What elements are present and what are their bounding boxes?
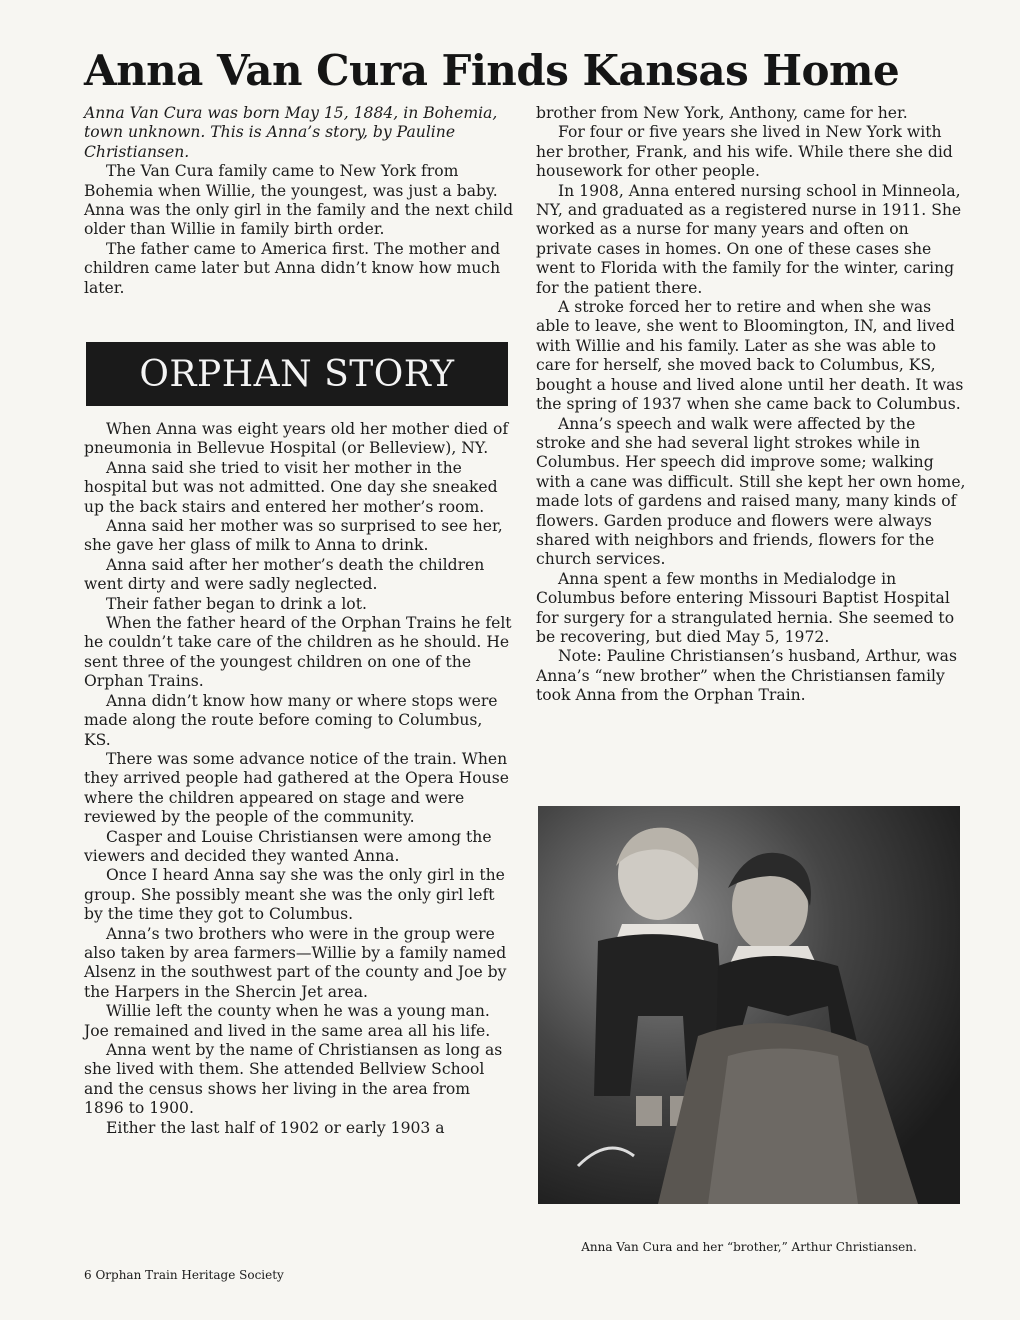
body-paragraph: Willie left the county when he was a young man. Joe remained and lived in the same area all his life. [84,1002,491,1040]
right-column [536,104,966,706]
portrait-photo [538,806,960,1204]
body-paragraph: Anna’s two brothers who were in the group were also taken by area farmers—Willie by a family named Alsenz in the southwest part of the county and Joe by the Harpers in the Shercin Jet area. [84,924,507,1001]
continued-paragraph: brother from New York, Anthony, came for her. [536,104,908,122]
body-paragraph: Casper and Louise Christiansen were among the viewers and decided they wanted Anna. [84,827,492,865]
body-paragraph: There was some advance notice of the train. When they arrived people had gathered at the Opera House where the children appeared on stage and were reviewed by the people of the community. [84,749,509,827]
body-paragraph: Anna didn’t know how many or where stops were made along the route before coming to Columbus, KS. [84,691,498,749]
body-paragraph: Anna said she tried to visit her mother in the hospital but was not admitted. One day she sneaked up the back stairs and entered her mother’s room. [84,458,498,516]
body-paragraph: Anna’s speech and walk were affected by the stroke and she had several light strokes while in Columbus. Her speech did improve some; walking with a cane was difficult. Still she kept her own home, made lots of gardens and raised many, many kinds of flowers. Garden produce and flowers were always shared with neighbors and friends, flowers for the church services. [536,414,966,569]
page-footer: 6 Orphan Train Heritage Society [84,1268,284,1282]
photo-caption: Anna Van Cura and her “brother,” Arthur Christiansen. [581,1240,917,1254]
body-paragraph: Anna said her mother was so surprised to see her, she gave her glass of milk to Anna to drink. [84,517,503,555]
body-paragraph: Anna spent a few months in Medialodge in Columbus before entering Missouri Baptist Hospital for surgery for a strangulated hernia. She seemed to be recovering, but died May 5, 1972. [536,569,955,646]
intro-paragraph: The Van Cura family came to New York from Bohemia when Willie, the youngest, was just a baby. Anna was the only girl in the family and the next child older than Willie in family birth order. [84,162,514,239]
body-paragraph: When Anna was eight years old her mother died of pneumonia in Bellevue Hospital (or Belleview), NY. [84,420,509,458]
body-paragraph: For four or five years she lived in New York with her brother, Frank, and his wife. While there she did housework for other people. [536,123,953,181]
body-paragraph: Anna went by the name of Christiansen as long as she lived with them. She attended Bellview School and the census shows her living in the area from 1896 to 1900. [84,1041,503,1118]
body-paragraph: When the father heard of the Orphan Trains he felt he couldn’t take care of the children as he should. He sent three of the youngest children on one of the Orphan Trains. [84,614,512,691]
body-paragraph: Once I heard Anna say she was the only girl in the group. She possibly meant she was the only girl left by the time they got to Columbus. [84,866,505,924]
body-paragraph: A stroke forced her to retire and when she was able to leave, she went to Bloomington, IN, and lived with Willie and his family. Later as she was able to care for herself, she moved back to Columbus, KS, bought a house and lived alone until her death. It was the spring of 1937 when she came back to Columbus. [536,298,964,414]
intro-column [84,104,514,298]
body-paragraph: In 1908, Anna entered nursing school in Minneola, NY, and graduated as a registered nurse in 1911. She worked as a nurse for many years and often on private cases in homes. On one of these cases she went to Florida with the family for the winter, caring for the patient there. [536,181,962,297]
article-title: Anna Van Cura Finds Kansas Home [84,46,900,95]
portrait-illustration [538,806,960,1204]
intro-paragraph: The father came to America first. The mother and children came later but Anna didn’t know how much later. [84,239,501,297]
body-paragraph: Either the last half of 1902 or early 1903 a [106,1118,445,1137]
body-paragraph: Note: Pauline Christiansen’s husband, Arthur, was Anna’s “new brother” when the Christiansen family took Anna from the Orphan Train. [536,647,957,705]
body-paragraph: Their father began to drink a lot. [106,594,367,613]
section-banner: ORPHAN STORY [86,342,508,406]
body-paragraph: Anna said after her mother’s death the children went dirty and were sadly neglected. [84,555,485,594]
intro-lead: Anna Van Cura was born May 15, 1884, in Bohemia, town unknown. This is Anna’s story, by Pauline Christiansen. [84,104,498,161]
left-column [84,420,514,1138]
